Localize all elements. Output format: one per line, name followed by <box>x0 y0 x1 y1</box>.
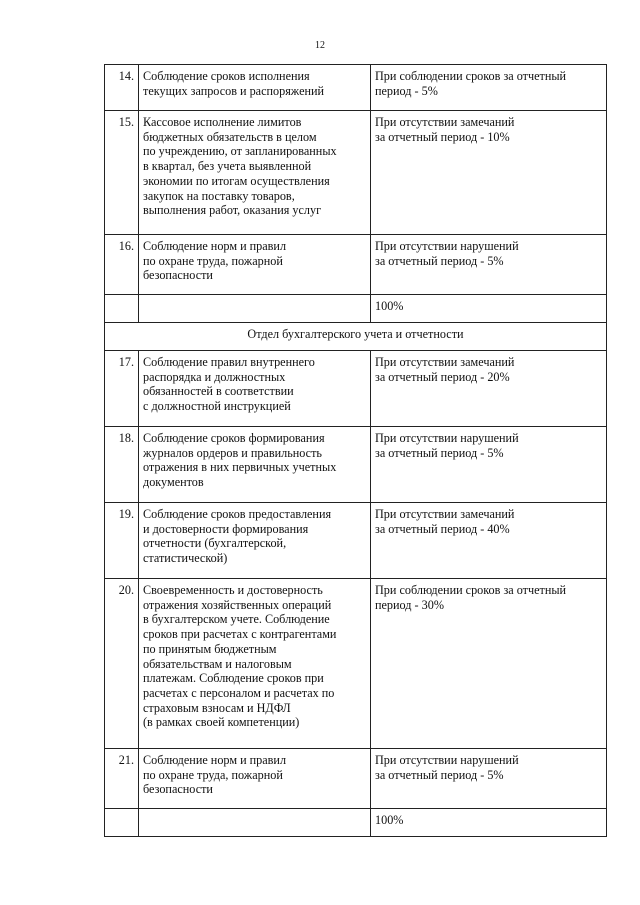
row-number: 19. <box>105 503 139 579</box>
criterion-text: Соблюдение правил внутреннего распорядка и должностных обязанностей в соответствии с должностной инструкцией <box>139 351 371 427</box>
total-value: 100% <box>371 295 607 323</box>
criterion-text: Соблюдение сроков исполнения текущих запросов и распоряжений <box>139 65 371 111</box>
section-title: Отдел бухгалтерского учета и отчетности <box>105 323 607 351</box>
empty-cell <box>105 295 139 323</box>
row-number: 17. <box>105 351 139 427</box>
empty-cell <box>139 295 371 323</box>
table-row <box>105 749 607 809</box>
criterion-text: Соблюдение сроков предоставления и достоверности формирования отчетности (бухгалтерской, статистической) <box>139 503 371 579</box>
section-header-row <box>105 323 607 351</box>
assessment-value: При отсутствии нарушений за отчетный период - 5% <box>371 235 607 295</box>
page-number: 12 <box>315 40 325 51</box>
table-row <box>105 427 607 503</box>
empty-cell <box>105 809 139 837</box>
criterion-text: Соблюдение норм и правил по охране труда, пожарной безопасности <box>139 749 371 809</box>
total-value: 100% <box>371 809 607 837</box>
empty-cell <box>139 809 371 837</box>
assessment-value: При соблюдении сроков за отчетный период - 30% <box>371 579 607 749</box>
row-number: 20. <box>105 579 139 749</box>
criterion-text: Своевременность и достоверность отражения хозяйственных операций в бухгалтерском учете. Соблюдение сроков при расчетах с контрагентами по принятым бюджетным обязательствам и налоговым платежам. Соблюдение сроков при расчетах с персоналом и расчетах по страховым взносам и НДФЛ (в рамках своей компетенции) <box>139 579 371 749</box>
assessment-value: При отсутствии нарушений за отчетный период - 5% <box>371 427 607 503</box>
table-row <box>105 235 607 295</box>
assessment-value: При отсутствии замечаний за отчетный период - 10% <box>371 111 607 235</box>
total-row <box>105 809 607 837</box>
criteria-table <box>104 64 607 837</box>
row-number: 21. <box>105 749 139 809</box>
table-row <box>105 351 607 427</box>
assessment-value: При отсутствии замечаний за отчетный период - 40% <box>371 503 607 579</box>
assessment-value: При соблюдении сроков за отчетный период - 5% <box>371 65 607 111</box>
table-row <box>105 111 607 235</box>
row-number: 18. <box>105 427 139 503</box>
row-number: 16. <box>105 235 139 295</box>
assessment-value: При отсутствии замечаний за отчетный период - 20% <box>371 351 607 427</box>
criterion-text: Соблюдение норм и правил по охране труда, пожарной безопасности <box>139 235 371 295</box>
assessment-value: При отсутствии нарушений за отчетный период - 5% <box>371 749 607 809</box>
criterion-text: Кассовое исполнение лимитов бюджетных обязательств в целом по учреждению, от запланированных в квартал, без учета выявленной экономии по итогам осуществления закупок на поставку товаров, выполнения работ, оказания услуг <box>139 111 371 235</box>
table-row <box>105 65 607 111</box>
criterion-text: Соблюдение сроков формирования журналов ордеров и правильность отражения в них первичных учетных документов <box>139 427 371 503</box>
row-number: 15. <box>105 111 139 235</box>
row-number: 14. <box>105 65 139 111</box>
table-row <box>105 579 607 749</box>
table-row <box>105 503 607 579</box>
total-row <box>105 295 607 323</box>
